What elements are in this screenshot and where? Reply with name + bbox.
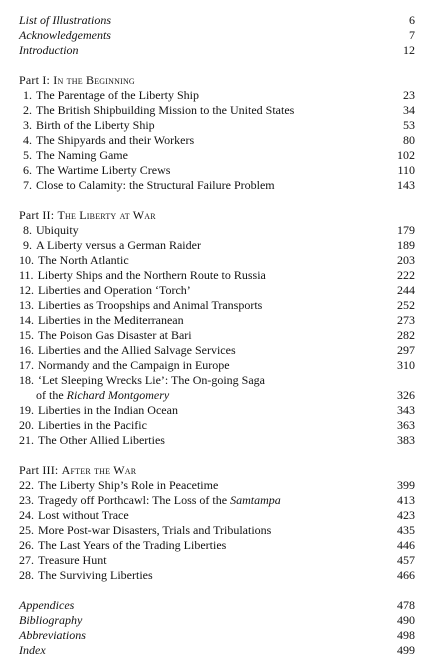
chapter-number: 26. [19, 538, 34, 552]
chapter-title: Normandy and the Campaign in Europe [38, 358, 230, 372]
toc-entry-chapter[interactable] [0, 223, 439, 238]
entry-title: Abbreviations [19, 628, 86, 642]
chapter-number: 8. [23, 223, 32, 237]
chapter-title: The Poison Gas Disaster at Bari [38, 328, 192, 342]
toc-entry-chapter[interactable] [0, 163, 439, 178]
chapter-title: The Last Years of the Trading Liberties [38, 538, 227, 552]
chapter-page: 363 [397, 418, 415, 432]
chapter-page: 435 [397, 523, 415, 537]
chapter-page: 189 [397, 238, 415, 252]
chapter-title: Liberties as Troopships and Animal Transports [38, 298, 263, 312]
toc-entry-chapter[interactable] [0, 313, 439, 328]
chapter-page: 466 [397, 568, 415, 582]
chapter-number: 24. [19, 508, 34, 522]
chapter-number: 19. [19, 403, 34, 417]
chapter-number: 4. [23, 133, 32, 147]
chapter-number: 13. [19, 298, 34, 312]
toc-entry-chapter[interactable] [0, 358, 439, 373]
chapter-number: 17. [19, 358, 34, 372]
chapter-title: Tragedy off Porthcawl: The Loss of the [38, 493, 231, 507]
chapter-page: 203 [397, 253, 415, 267]
toc-entry-chapter[interactable] [0, 298, 439, 313]
chapter-number: 16. [19, 343, 34, 357]
toc-entry-chapter[interactable] [0, 418, 439, 433]
toc-entry-chapter[interactable] [0, 88, 439, 103]
chapter-number: 23. [19, 493, 34, 507]
chapter-page: 413 [397, 493, 415, 507]
toc-entry-list-of-illustrations[interactable] [0, 13, 439, 28]
part-title: The Liberty at War [57, 208, 156, 222]
toc-entry-chapter[interactable] [0, 268, 439, 283]
entry-title: Introduction [19, 43, 79, 57]
part-heading-2 [19, 208, 156, 223]
chapter-page: 343 [397, 403, 415, 417]
chapter-page: 80 [403, 133, 415, 147]
chapter-number: 11. [19, 268, 34, 282]
toc-entry-abbreviations[interactable] [0, 628, 439, 643]
chapter-title: The Wartime Liberty Crews [36, 163, 171, 177]
entry-page: 478 [397, 598, 415, 612]
chapter-page: 273 [397, 313, 415, 327]
toc-entry-chapter[interactable] [0, 238, 439, 253]
chapter-title: ‘Let Sleeping Wrecks Lie’: The On-going Saga [38, 373, 266, 387]
part-heading-1 [19, 73, 135, 88]
ship-name: Richard Montgomery [66, 388, 170, 402]
entry-page: 490 [397, 613, 415, 627]
chapter-page: 53 [403, 118, 415, 132]
part-title: After the War [61, 463, 137, 477]
chapter-number: 15. [19, 328, 34, 342]
chapter-number: 27. [19, 553, 34, 567]
chapter-page: 282 [397, 328, 415, 342]
toc-entry-chapter[interactable] [0, 478, 439, 493]
entry-page: 499 [397, 643, 415, 657]
chapter-page: 383 [397, 433, 415, 447]
chapter-page: 110 [397, 163, 415, 177]
chapter-page: 310 [397, 358, 415, 372]
entry-title: Acknowledgements [19, 28, 111, 42]
chapter-title: The Parentage of the Liberty Ship [36, 88, 199, 102]
chapter-page: 23 [403, 88, 415, 102]
part-title: In the Beginning [53, 73, 135, 87]
chapter-number: 9. [23, 238, 32, 252]
entry-title: Appendices [19, 598, 75, 612]
chapter-number: 20. [19, 418, 34, 432]
toc-entry-chapter[interactable] [0, 373, 439, 388]
chapter-title: Ubiquity [36, 223, 79, 237]
chapter-title: Liberties in the Mediterranean [38, 313, 184, 327]
chapter-page: 423 [397, 508, 415, 522]
chapter-title: The Liberty Ship’s Role in Peacetime [38, 478, 219, 492]
chapter-title: Treasure Hunt [38, 553, 107, 567]
toc-entry-chapter[interactable] [0, 508, 439, 523]
ship-name: Samtampa [230, 493, 281, 507]
chapter-number: 6. [23, 163, 32, 177]
chapter-page: 326 [397, 388, 415, 402]
chapter-title: Liberties in the Pacific [38, 418, 147, 432]
chapter-number: 14. [19, 313, 34, 327]
chapter-page: 34 [403, 103, 415, 117]
entry-title: List of Illustrations [19, 13, 112, 27]
toc-entry-chapter[interactable] [0, 523, 439, 538]
chapter-title: Close to Calamity: the Structural Failure Problem [36, 178, 275, 192]
toc-entry-chapter[interactable] [0, 493, 439, 508]
toc-entry-chapter[interactable] [0, 538, 439, 553]
chapter-number: 21. [19, 433, 34, 447]
toc-entry-appendices[interactable] [0, 598, 439, 613]
chapter-page: 252 [397, 298, 415, 312]
entry-page: 498 [397, 628, 415, 642]
chapter-title: Liberties in the Indian Ocean [38, 403, 178, 417]
entry-title: Index [19, 643, 46, 657]
chapter-number: 2. [23, 103, 32, 117]
chapter-page: 244 [397, 283, 415, 297]
chapter-title-cont: of the [36, 388, 67, 402]
chapter-title: The Surviving Liberties [38, 568, 153, 582]
chapter-number: 7. [23, 178, 32, 192]
toc-entry-chapter[interactable] [0, 253, 439, 268]
toc-entry-bibliography[interactable] [0, 613, 439, 628]
toc-entry-chapter[interactable] [0, 118, 439, 133]
entry-page: 7 [409, 28, 415, 42]
chapter-title: Liberties and Operation ‘Torch’ [38, 283, 191, 297]
toc-entry-chapter[interactable] [0, 568, 439, 583]
toc-entry-chapter[interactable] [0, 403, 439, 418]
chapter-number: 3. [23, 118, 32, 132]
chapter-number: 5. [23, 148, 32, 162]
entry-page: 12 [403, 43, 415, 57]
part-label: Part I: [19, 73, 51, 87]
part-label: Part III: [19, 463, 59, 477]
toc-entry-acknowledgements[interactable] [0, 28, 439, 43]
chapter-title: Liberties and the Allied Salvage Services [38, 343, 236, 357]
chapter-title: Birth of the Liberty Ship [36, 118, 155, 132]
part-heading-3 [19, 463, 136, 478]
chapter-title: The North Atlantic [38, 253, 129, 267]
chapter-number: 1. [23, 88, 32, 102]
chapter-number: 25. [19, 523, 34, 537]
toc-entry-chapter[interactable] [0, 328, 439, 343]
chapter-page: 399 [397, 478, 415, 492]
entry-title: Bibliography [19, 613, 83, 627]
chapter-title: The Naming Game [36, 148, 128, 162]
chapter-number: 28. [19, 568, 34, 582]
toc-entry-chapter[interactable] [0, 178, 439, 193]
chapter-title: A Liberty versus a German Raider [36, 238, 201, 252]
chapter-title: More Post-war Disasters, Trials and Tribulations [38, 523, 272, 537]
chapter-title: Lost without Trace [38, 508, 129, 522]
toc-entry-chapter-continuation[interactable] [0, 388, 439, 403]
chapter-number: 18. [19, 373, 34, 387]
chapter-title: Liberty Ships and the Northern Route to Russia [37, 268, 266, 282]
part-label: Part II: [19, 208, 55, 222]
chapter-page: 297 [397, 343, 415, 357]
toc-entry-chapter[interactable] [0, 433, 439, 448]
chapter-page: 102 [397, 148, 415, 162]
chapter-number: 22. [19, 478, 34, 492]
chapter-page: 143 [397, 178, 415, 192]
chapter-number: 12. [19, 283, 34, 297]
toc-entry-index[interactable] [0, 643, 439, 658]
chapter-title: The Other Allied Liberties [38, 433, 165, 447]
toc-entry-chapter[interactable] [0, 283, 439, 298]
toc-entry-chapter[interactable] [0, 343, 439, 358]
toc-entry-introduction[interactable] [0, 43, 439, 58]
toc-entry-chapter[interactable] [0, 103, 439, 118]
toc-entry-chapter[interactable] [0, 133, 439, 148]
chapter-number: 10. [19, 253, 34, 267]
chapter-page: 222 [397, 268, 415, 282]
chapter-page: 457 [397, 553, 415, 567]
chapter-title: The British Shipbuilding Mission to the United States [36, 103, 295, 117]
chapter-page: 446 [397, 538, 415, 552]
toc-entry-chapter[interactable] [0, 148, 439, 163]
chapter-page: 179 [397, 223, 415, 237]
entry-page: 6 [409, 13, 415, 27]
chapter-title: The Shipyards and their Workers [36, 133, 195, 147]
toc-entry-chapter[interactable] [0, 553, 439, 568]
